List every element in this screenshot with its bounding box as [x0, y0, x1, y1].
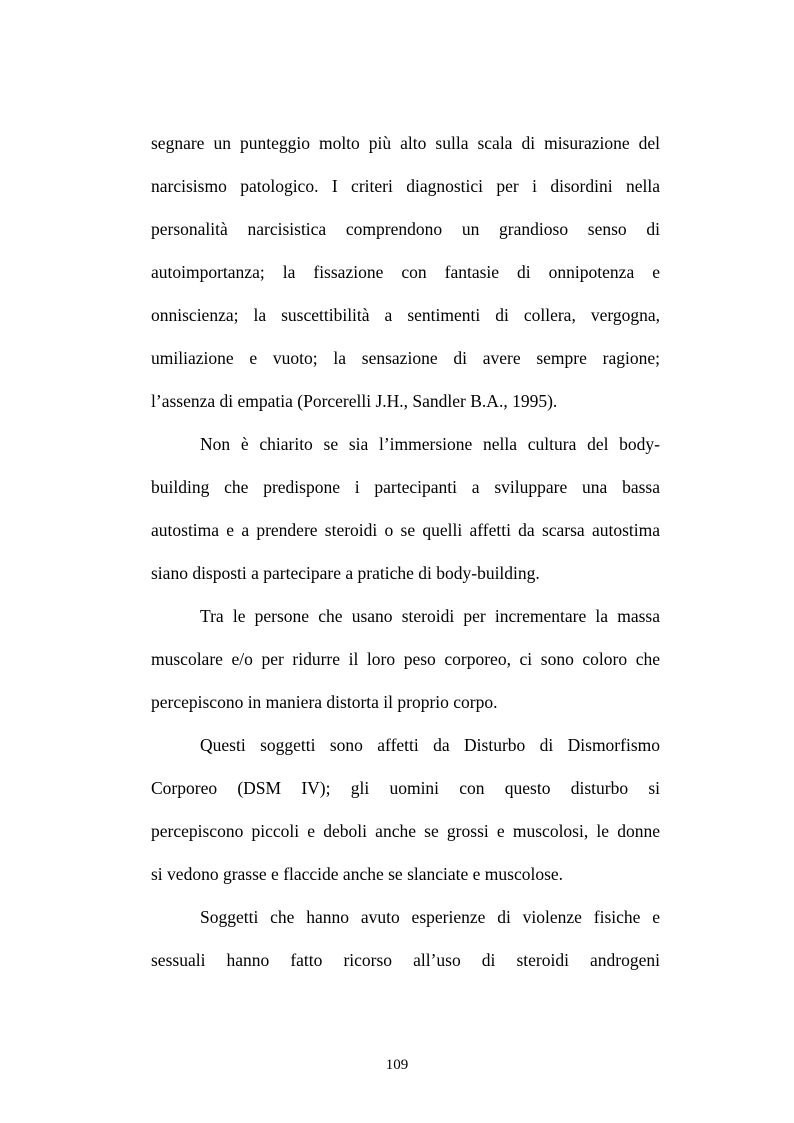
text-line: onniscienza; la suscettibilità a sentimenti di collera, vergogna,: [151, 305, 660, 325]
text-line: sessuali hanno fatto ricorso all’uso di steroidi androgeni: [151, 950, 660, 970]
paragraph-first-line: Non è chiarito se sia l’immersione nella cultura del body-: [200, 434, 660, 454]
text-line: l’assenza di empatia (Porcerelli J.H., Sandler B.A., 1995).: [151, 391, 558, 411]
text-line: autoimportanza; la fissazione con fantasie di onnipotenza e: [151, 262, 660, 282]
text-line: autostima e a prendere steroidi o se quelli affetti da scarsa autostima: [151, 520, 660, 540]
text-line: personalità narcisistica comprendono un grandioso senso di: [151, 219, 660, 239]
page-number: 109: [385, 1057, 409, 1073]
text-line: si vedono grasse e flaccide anche se slanciate e muscolose.: [151, 864, 564, 884]
text-line: narcisismo patologico. I criteri diagnostici per i disordini nella: [151, 176, 660, 196]
text-line: percepiscono piccoli e deboli anche se grossi e muscolosi, le donne: [151, 821, 660, 841]
text-line: muscolare e/o per ridurre il loro peso corporeo, ci sono coloro che: [151, 649, 660, 669]
text-line: building che predispone i partecipanti a sviluppare una bassa: [151, 477, 660, 497]
text-line: umiliazione e vuoto; la sensazione di avere sempre ragione;: [151, 348, 660, 368]
paragraph-first-line: Questi soggetti sono affetti da Disturbo di Dismorfismo: [200, 735, 660, 755]
paragraph-first-line: Tra le persone che usano steroidi per incrementare la massa: [200, 606, 660, 626]
text-line: Corporeo (DSM IV); gli uomini con questo disturbo si: [151, 778, 660, 798]
text-line: segnare un punteggio molto più alto sulla scala di misurazione del: [151, 133, 660, 153]
paragraph-first-line: Soggetti che hanno avuto esperienze di violenze fisiche e: [200, 907, 660, 927]
text-line: siano disposti a partecipare a pratiche di body-building.: [151, 563, 540, 583]
text-line: percepiscono in maniera distorta il proprio corpo.: [151, 692, 498, 712]
